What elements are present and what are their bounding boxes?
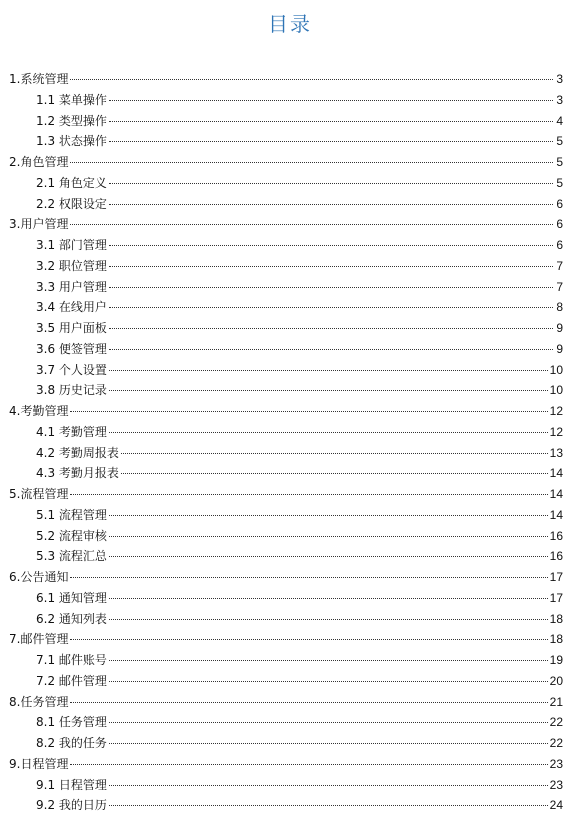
toc-section-entry[interactable] <box>9 712 563 733</box>
toc-page-number: 18 <box>549 611 563 626</box>
toc-entry-label: 4.考勤管理 <box>9 404 69 418</box>
toc-entry-label: 5.3 流程汇总 <box>36 549 107 564</box>
toc-section-entry[interactable] <box>9 297 563 318</box>
toc-page-number: 7 <box>556 279 563 294</box>
toc-section-entry[interactable] <box>9 526 563 547</box>
toc-entry-label: 4.1 考勤管理 <box>36 424 107 439</box>
toc-page-number: 7 <box>556 258 563 273</box>
toc-entry-label: 6.公告通知 <box>9 570 69 584</box>
toc-page-number: 5 <box>556 175 563 190</box>
toc-dot-leader <box>70 639 547 640</box>
toc-section-entry[interactable] <box>9 111 563 132</box>
toc-page-number: 13 <box>549 445 563 460</box>
toc-page-number: 17 <box>549 570 563 584</box>
toc-dot-leader <box>109 141 553 142</box>
toc-entry-label: 6.1 通知管理 <box>36 590 107 605</box>
toc-section-entry[interactable] <box>9 443 563 464</box>
toc-entry-label: 5.流程管理 <box>9 487 69 501</box>
toc-entry-label: 2.1 角色定义 <box>36 175 107 190</box>
toc-dot-leader <box>109 743 548 744</box>
toc-section-entry[interactable] <box>9 546 563 567</box>
toc-dot-leader <box>109 307 553 308</box>
toc-page-number: 20 <box>549 673 563 688</box>
toc-dot-leader <box>109 100 553 101</box>
toc-section-entry[interactable] <box>9 733 563 754</box>
toc-dot-leader <box>70 224 553 225</box>
toc-page-number: 5 <box>556 155 563 169</box>
toc-dot-leader <box>70 162 553 163</box>
toc-page-number: 3 <box>556 72 563 86</box>
toc-entry-label: 3.7 个人设置 <box>36 362 107 377</box>
toc-entry-label: 5.2 流程审核 <box>36 528 107 543</box>
toc-section-entry[interactable] <box>9 650 563 671</box>
toc-section-entry[interactable] <box>9 277 563 298</box>
toc-chapter-entry[interactable] <box>9 567 563 588</box>
toc-entry-label: 5.1 流程管理 <box>36 507 107 522</box>
toc-section-entry[interactable] <box>9 339 563 360</box>
toc-section-entry[interactable] <box>9 235 563 256</box>
toc-dot-leader <box>109 785 548 786</box>
toc-dot-leader <box>109 121 553 122</box>
toc-entry-label: 1.3 状态操作 <box>36 134 107 149</box>
toc-section-entry[interactable] <box>9 671 563 692</box>
toc-dot-leader <box>70 494 547 495</box>
toc-page-number: 23 <box>549 756 563 771</box>
toc-entry-label: 3.6 便签管理 <box>36 341 107 356</box>
toc-dot-leader <box>109 598 548 599</box>
toc-page-number: 18 <box>549 632 563 647</box>
toc-chapter-entry[interactable] <box>9 69 563 90</box>
toc-entry-label: 9.日程管理 <box>9 756 69 771</box>
toc-page-number: 19 <box>549 653 563 667</box>
toc-section-entry[interactable] <box>9 360 563 381</box>
toc-entry-label: 3.5 用户面板 <box>36 321 107 335</box>
toc-dot-leader <box>109 681 548 682</box>
toc-chapter-entry[interactable] <box>9 629 563 650</box>
toc-page-number: 9 <box>556 341 563 356</box>
toc-entry-label: 7.2 邮件管理 <box>36 673 107 688</box>
toc-page-number: 6 <box>556 238 563 252</box>
toc-section-entry[interactable] <box>9 194 563 215</box>
toc-section-entry[interactable] <box>9 795 563 816</box>
toc-entry-label: 1.1 菜单操作 <box>36 92 107 107</box>
toc-section-entry[interactable] <box>9 775 563 796</box>
toc-entry-label: 9.2 我的日历 <box>36 798 107 813</box>
toc-dot-leader <box>109 204 553 205</box>
toc-dot-leader <box>109 266 553 267</box>
toc-dot-leader <box>109 328 553 329</box>
toc-dot-leader <box>109 245 553 246</box>
toc-page-number: 6 <box>556 196 563 211</box>
toc-dot-leader <box>121 473 548 474</box>
toc-dot-leader <box>70 79 553 80</box>
toc-page-number: 12 <box>549 424 563 439</box>
toc-section-entry[interactable] <box>9 90 563 111</box>
toc-chapter-entry[interactable] <box>9 754 563 775</box>
toc-dot-leader <box>121 453 548 454</box>
toc-section-entry[interactable] <box>9 131 563 152</box>
toc-page-number: 8 <box>556 300 563 315</box>
toc-page-number: 6 <box>556 217 563 232</box>
toc-dot-leader <box>109 432 548 433</box>
toc-section-entry[interactable] <box>9 173 563 194</box>
toc-page-number: 16 <box>549 528 563 543</box>
toc-chapter-entry[interactable] <box>9 484 563 505</box>
toc-chapter-entry[interactable] <box>9 401 563 422</box>
toc-dot-leader <box>70 411 547 412</box>
toc-page-number: 12 <box>549 404 563 418</box>
toc-title: 目录 <box>268 12 312 36</box>
toc-page-number: 9 <box>556 321 563 335</box>
toc-entry-label: 9.1 日程管理 <box>36 777 107 792</box>
toc-section-entry[interactable] <box>9 380 563 401</box>
toc-page-number: 22 <box>549 736 563 750</box>
toc-page-number: 10 <box>549 362 563 377</box>
toc-dot-leader <box>109 349 553 350</box>
toc-section-entry[interactable] <box>9 588 563 609</box>
toc-chapter-entry[interactable] <box>9 152 563 173</box>
toc-entry-label: 6.2 通知列表 <box>36 611 107 626</box>
toc-section-entry[interactable] <box>9 318 563 339</box>
toc-entry-label: 3.2 职位管理 <box>36 258 107 273</box>
toc-section-entry[interactable] <box>9 422 563 443</box>
toc-page-number: 5 <box>556 134 563 149</box>
toc-dot-leader <box>109 390 548 391</box>
toc-dot-leader <box>109 660 548 661</box>
toc-dot-leader <box>70 577 547 578</box>
toc-dot-leader <box>109 536 548 537</box>
toc-entry-label: 7.邮件管理 <box>9 632 69 647</box>
toc-page-number: 14 <box>549 507 563 522</box>
toc-entry-label: 3.8 历史记录 <box>36 383 107 398</box>
toc-chapter-entry[interactable] <box>9 214 563 235</box>
toc-page-number: 10 <box>549 383 563 398</box>
toc-page-number: 14 <box>549 487 563 501</box>
toc-page-number: 21 <box>549 694 563 709</box>
toc-entry-label: 3.1 部门管理 <box>36 238 107 252</box>
toc-list <box>9 69 563 816</box>
toc-entry-label: 1.系统管理 <box>9 72 69 86</box>
toc-dot-leader <box>109 619 548 620</box>
toc-dot-leader <box>109 183 553 184</box>
toc-page-number: 16 <box>549 549 563 564</box>
toc-page-number: 22 <box>549 715 563 730</box>
toc-entry-label: 2.角色管理 <box>9 155 69 169</box>
toc-page-number: 17 <box>549 590 563 605</box>
toc-page-number: 4 <box>556 113 563 128</box>
toc-dot-leader <box>109 556 548 557</box>
toc-entry-label: 2.2 权限设定 <box>36 196 107 211</box>
toc-entry-label: 7.1 邮件账号 <box>36 653 107 667</box>
toc-entry-label: 1.2 类型操作 <box>36 113 107 128</box>
toc-page-number: 24 <box>549 798 563 813</box>
toc-entry-label: 3.3 用户管理 <box>36 279 107 294</box>
toc-entry-label: 3.用户管理 <box>9 217 69 232</box>
toc-section-entry[interactable] <box>9 463 563 484</box>
toc-entry-label: 3.4 在线用户 <box>36 300 107 315</box>
toc-page-number: 14 <box>549 466 563 481</box>
toc-entry-label: 8.1 任务管理 <box>36 715 107 730</box>
toc-chapter-entry[interactable] <box>9 692 563 713</box>
toc-entry-label: 4.2 考勤周报表 <box>36 445 119 460</box>
toc-dot-leader <box>109 370 548 371</box>
toc-entry-label: 8.2 我的任务 <box>36 736 107 750</box>
toc-page-number: 3 <box>556 92 563 107</box>
toc-entry-label: 4.3 考勤月报表 <box>36 466 119 481</box>
toc-dot-leader <box>109 287 553 288</box>
toc-dot-leader <box>70 702 547 703</box>
toc-section-entry[interactable] <box>9 256 563 277</box>
toc-section-entry[interactable] <box>9 505 563 526</box>
toc-dot-leader <box>70 764 547 765</box>
toc-entry-label: 8.任务管理 <box>9 694 69 709</box>
toc-dot-leader <box>109 805 548 806</box>
toc-page-number: 23 <box>549 777 563 792</box>
toc-dot-leader <box>109 515 548 516</box>
toc-dot-leader <box>109 722 548 723</box>
toc-section-entry[interactable] <box>9 609 563 630</box>
